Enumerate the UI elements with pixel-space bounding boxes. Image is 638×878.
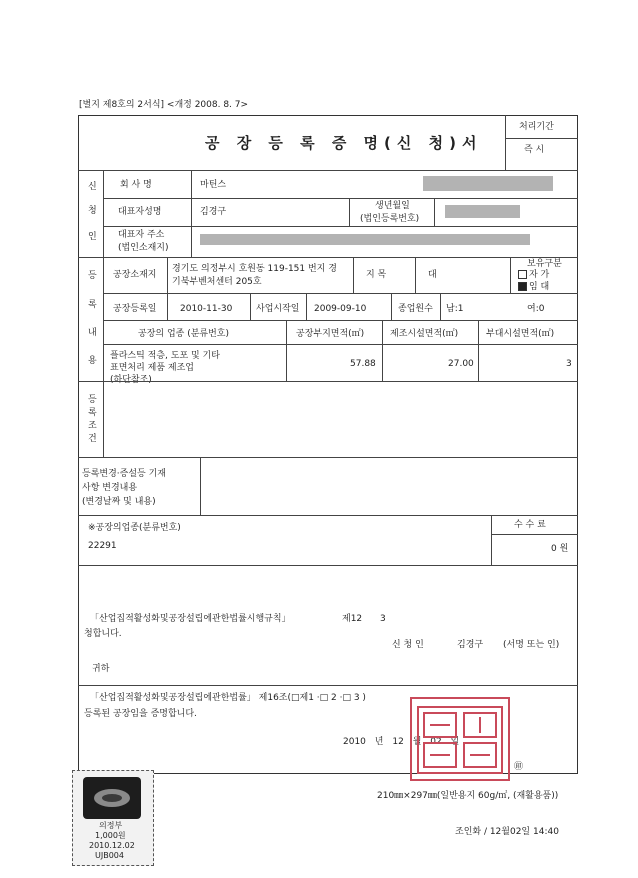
reg-section-label-4: 용 [88,356,97,366]
fee-label: 수 수 료 [514,520,546,530]
applicant-sign-label: 신 청 인 [392,640,424,650]
reg-section-label-1: 등 [88,271,97,281]
checkbox-icon [518,270,527,279]
official-seal [410,697,510,781]
cert-date: 2010 년 12 월 02 일 [343,737,460,747]
business-start-value: 2009-09-10 [314,304,367,314]
seal-mark: ㊞ [514,762,524,772]
declaration-line-1b: 제12 [342,614,363,624]
rep-address-label: 대표자 주소 [118,230,165,240]
employees-label: 종업원수 [398,304,433,314]
corp-location-label: (법인소재지) [118,243,169,253]
fee-value: 0 원 [551,544,569,554]
conditions-label-2: 록 [88,408,97,418]
certification-line-1: 「산업집적활성화및공장설립에관한법률」 제16조(□제1 ·□ 2 ·□ 3 ) [90,693,366,703]
revenue-stamp [72,770,154,866]
redaction-bar [423,176,553,191]
company-name-value: 마틴스 [200,180,227,190]
signature-note: (서명 또는 인) [503,640,560,650]
industry-code-value: 22291 [88,541,117,551]
representative-label: 대표자성명 [118,207,162,217]
conditions-label-4: 건 [88,434,97,444]
site-area-value: 57.88 [350,359,376,369]
birth-label: 생년월일 [375,201,410,211]
site-area-header: 공장부지면적(㎡) [296,329,365,339]
declaration-line-1c: 3 [380,614,386,624]
industry-header: 공장의 업종 (분류번호) [138,329,229,339]
declaration-line-1a: 「산업집적활성화및공장설립에관한법률시행규칙」 [90,614,291,624]
employees-female: 여:0 [527,304,545,314]
applicant-label-1: 신 [88,182,97,192]
certification-line-2: 등록된 공장임을 증명합니다. [84,709,197,719]
conditions-label-3: 조 [88,421,97,431]
conditions-label-1: 등 [88,395,97,405]
corp-reg-label: (법인등록번호) [360,214,420,224]
changes-label-2: 사항 변경내용 [82,483,138,493]
factory-location-label: 공장소재지 [113,270,157,280]
applicant-sign-name: 김경구 [457,640,484,650]
reg-section-label-3: 내 [88,328,97,338]
stamp-issuer: 의정부 [99,821,123,830]
redaction-bar [445,205,520,218]
ownership-label: 보유구분 [527,259,562,269]
industry-line-3: (하단참조) [110,375,152,385]
addressee: 귀하 [92,664,110,674]
registration-date-value: 2010-11-30 [180,304,233,314]
form-number: [별지 제8호의 2서식] <개정 2008. 8. 7> [79,100,249,110]
stamp-date: 2010.12.02 [89,841,135,850]
industry-code-label: ※공장의업종(분류번호) [88,523,181,533]
changes-label-1: 등록변경·증설등 기재 [82,469,166,479]
declaration-line-2: 청합니다. [84,629,122,639]
footer-note: 조인화 / 12월02일 14:40 [455,827,559,837]
industry-line-2: 표면처리 제품 제조업 [110,363,194,373]
reg-section-label-2: 록 [88,300,97,310]
redaction-bar [200,234,530,245]
paper-size-note: 210㎜×297㎜(일반용지 60g/㎡, (재활용품)) [377,791,559,801]
mfg-area-value: 27.00 [448,359,474,369]
registration-date-label: 공장등록일 [113,304,157,314]
checkbox-checked-icon [518,282,527,291]
processing-period-value: 즉 시 [524,145,545,155]
ownership-option-lease[interactable]: 임 대 [518,282,549,292]
seal-icon [416,705,504,775]
aux-area-value: 3 [566,359,572,369]
mfg-area-header: 제조시설면적(㎡) [390,329,459,339]
business-start-label: 사업시작일 [256,304,300,314]
page-title: 공 장 등 록 증 명(신 청)서 [205,134,483,152]
ownership-option-own[interactable]: 자 가 [518,270,549,280]
employees-male: 남:1 [446,304,464,314]
stamp-emblem-icon [83,777,141,819]
processing-period-label: 처리기간 [519,122,554,132]
changes-label-3: (변경날짜 및 내용) [82,497,156,507]
representative-value: 김경구 [200,207,227,217]
stamp-amount: 1,000원 [95,831,126,840]
land-category-value: 대 [428,270,437,280]
company-name-label: 회 사 명 [120,180,152,190]
land-category-label: 지 목 [366,270,387,280]
factory-location-value-1: 경기도 의정부시 호원동 119-151 번지 경 [172,264,337,274]
applicant-label-3: 인 [88,232,97,242]
applicant-label-2: 청 [88,206,97,216]
factory-location-value-2: 기북부벤처센터 205호 [172,277,262,287]
aux-area-header: 부대시설면적(㎡) [486,329,555,339]
industry-line-1: 플라스틱 적층, 도포 및 기타 [110,351,220,361]
stamp-code: UJB004 [95,851,124,860]
